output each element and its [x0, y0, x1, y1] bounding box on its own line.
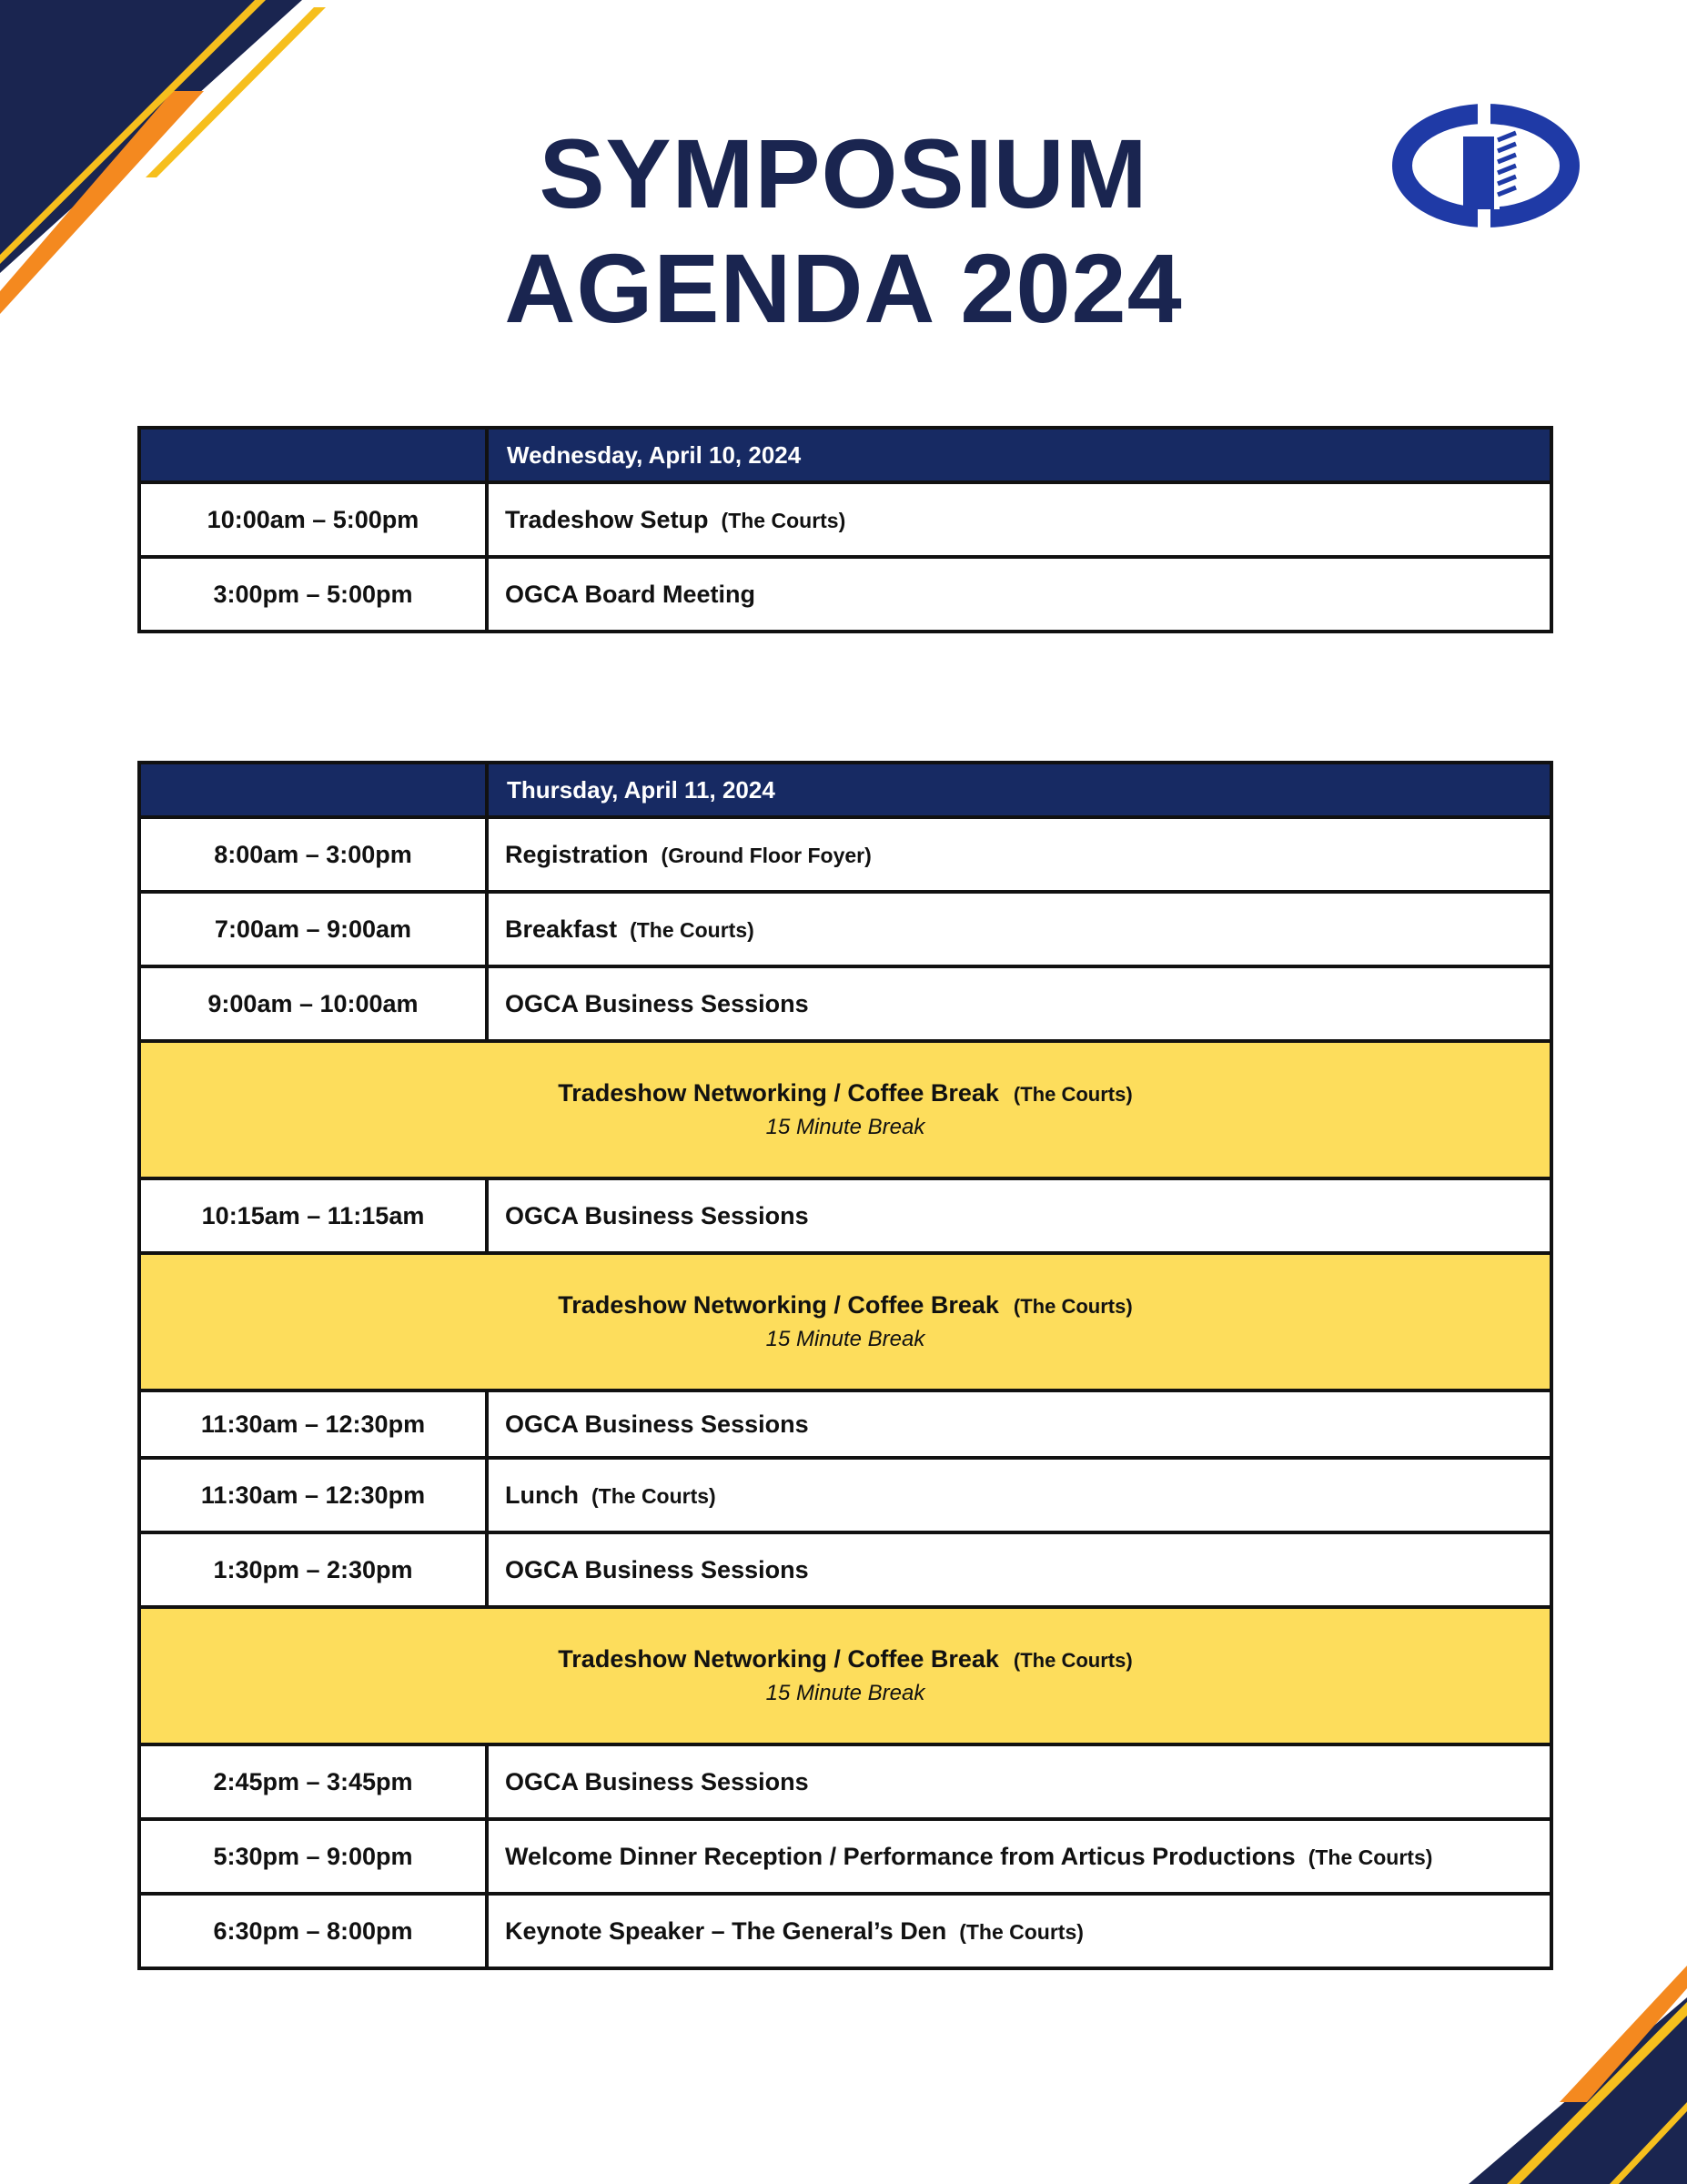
event-location: (The Courts): [591, 1483, 716, 1508]
title-line-2: AGENDA 2024: [504, 233, 1183, 343]
event-location: (The Courts): [959, 1919, 1084, 1944]
break-duration: 15 Minute Break: [765, 1115, 925, 1139]
event-title: Keynote Speaker – The General’s Den: [505, 1916, 947, 1945]
event-title: Breakfast: [505, 915, 618, 943]
event-title: Welcome Dinner Reception / Performance from Articus Productions: [505, 1842, 1296, 1870]
table-row: [139, 1819, 1551, 1894]
event-title: OGCA Business Sessions: [505, 1201, 809, 1229]
event-location: (The Courts): [1308, 1845, 1433, 1869]
event-cell: [487, 966, 1551, 1041]
table-row: [139, 817, 1551, 892]
time-cell: 10:00am – 5:00pm: [139, 482, 487, 557]
break-cell: [139, 1041, 1551, 1178]
event-title: Registration: [505, 840, 649, 868]
agenda-table-thursday: [137, 761, 1553, 1970]
event-cell: [487, 892, 1551, 966]
event-cell: [487, 1819, 1551, 1894]
time-cell: 10:15am – 11:15am: [139, 1178, 487, 1253]
time-cell: 11:30am – 12:30pm: [139, 1458, 487, 1532]
event-title: OGCA Business Sessions: [505, 1767, 809, 1795]
time-cell: 11:30am – 12:30pm: [139, 1390, 487, 1458]
header-spacer: [139, 428, 487, 482]
day-header: [139, 428, 1551, 482]
event-cell: [487, 1458, 1551, 1532]
table-row: [139, 1390, 1551, 1458]
time-cell: 7:00am – 9:00am: [139, 892, 487, 966]
break-duration: 15 Minute Break: [765, 1327, 925, 1351]
corner-decoration-bottom-right: [1423, 1956, 1687, 2184]
event-title: OGCA Business Sessions: [505, 1555, 809, 1583]
table-row: [139, 1744, 1551, 1819]
day-date: Thursday, April 11, 2024: [487, 763, 1551, 817]
table-row: [139, 1178, 1551, 1253]
event-cell: [487, 1532, 1551, 1607]
break-location: (The Courts): [1013, 1083, 1133, 1106]
building-columns-logo: [1390, 102, 1581, 229]
time-cell: 6:30pm – 8:00pm: [139, 1894, 487, 1968]
break-location: (The Courts): [1013, 1295, 1133, 1318]
event-title: Lunch: [505, 1481, 579, 1509]
break-row: [139, 1041, 1551, 1178]
event-cell: [487, 1390, 1551, 1458]
break-title: Tradeshow Networking / Coffee Break: [558, 1079, 999, 1107]
table-row: [139, 1532, 1551, 1607]
table-row: [139, 966, 1551, 1041]
break-row: [139, 1607, 1551, 1744]
table-row: [139, 482, 1551, 557]
break-location: (The Courts): [1013, 1649, 1133, 1672]
event-title: Tradeshow Setup: [505, 505, 709, 533]
table-row: [139, 1458, 1551, 1532]
time-cell: 9:00am – 10:00am: [139, 966, 487, 1041]
table-row: [139, 1894, 1551, 1968]
title-line-1: SYMPOSIUM: [539, 118, 1148, 228]
event-cell: [487, 557, 1551, 632]
time-cell: 2:45pm – 3:45pm: [139, 1744, 487, 1819]
header-spacer: [139, 763, 487, 817]
event-cell: [487, 817, 1551, 892]
break-duration: 15 Minute Break: [765, 1681, 925, 1705]
time-cell: 1:30pm – 2:30pm: [139, 1532, 487, 1607]
event-title: OGCA Business Sessions: [505, 989, 809, 1017]
event-cell: [487, 482, 1551, 557]
event-title: OGCA Business Sessions: [505, 1410, 809, 1438]
event-cell: [487, 1744, 1551, 1819]
break-title: Tradeshow Networking / Coffee Break: [558, 1645, 999, 1673]
event-cell: [487, 1178, 1551, 1253]
day-header: [139, 763, 1551, 817]
event-location: (Ground Floor Foyer): [661, 843, 872, 867]
break-title: Tradeshow Networking / Coffee Break: [558, 1291, 999, 1319]
break-cell: [139, 1607, 1551, 1744]
event-location: (The Courts): [630, 917, 754, 942]
table-row: [139, 557, 1551, 632]
table-row: [139, 892, 1551, 966]
event-title: OGCA Board Meeting: [505, 580, 756, 608]
agenda-table-wednesday: [137, 426, 1553, 633]
time-cell: 3:00pm – 5:00pm: [139, 557, 487, 632]
time-cell: 5:30pm – 9:00pm: [139, 1819, 487, 1894]
time-cell: 8:00am – 3:00pm: [139, 817, 487, 892]
day-date: Wednesday, April 10, 2024: [487, 428, 1551, 482]
break-row: [139, 1253, 1551, 1390]
event-cell: [487, 1894, 1551, 1968]
break-cell: [139, 1253, 1551, 1390]
event-location: (The Courts): [721, 508, 846, 532]
